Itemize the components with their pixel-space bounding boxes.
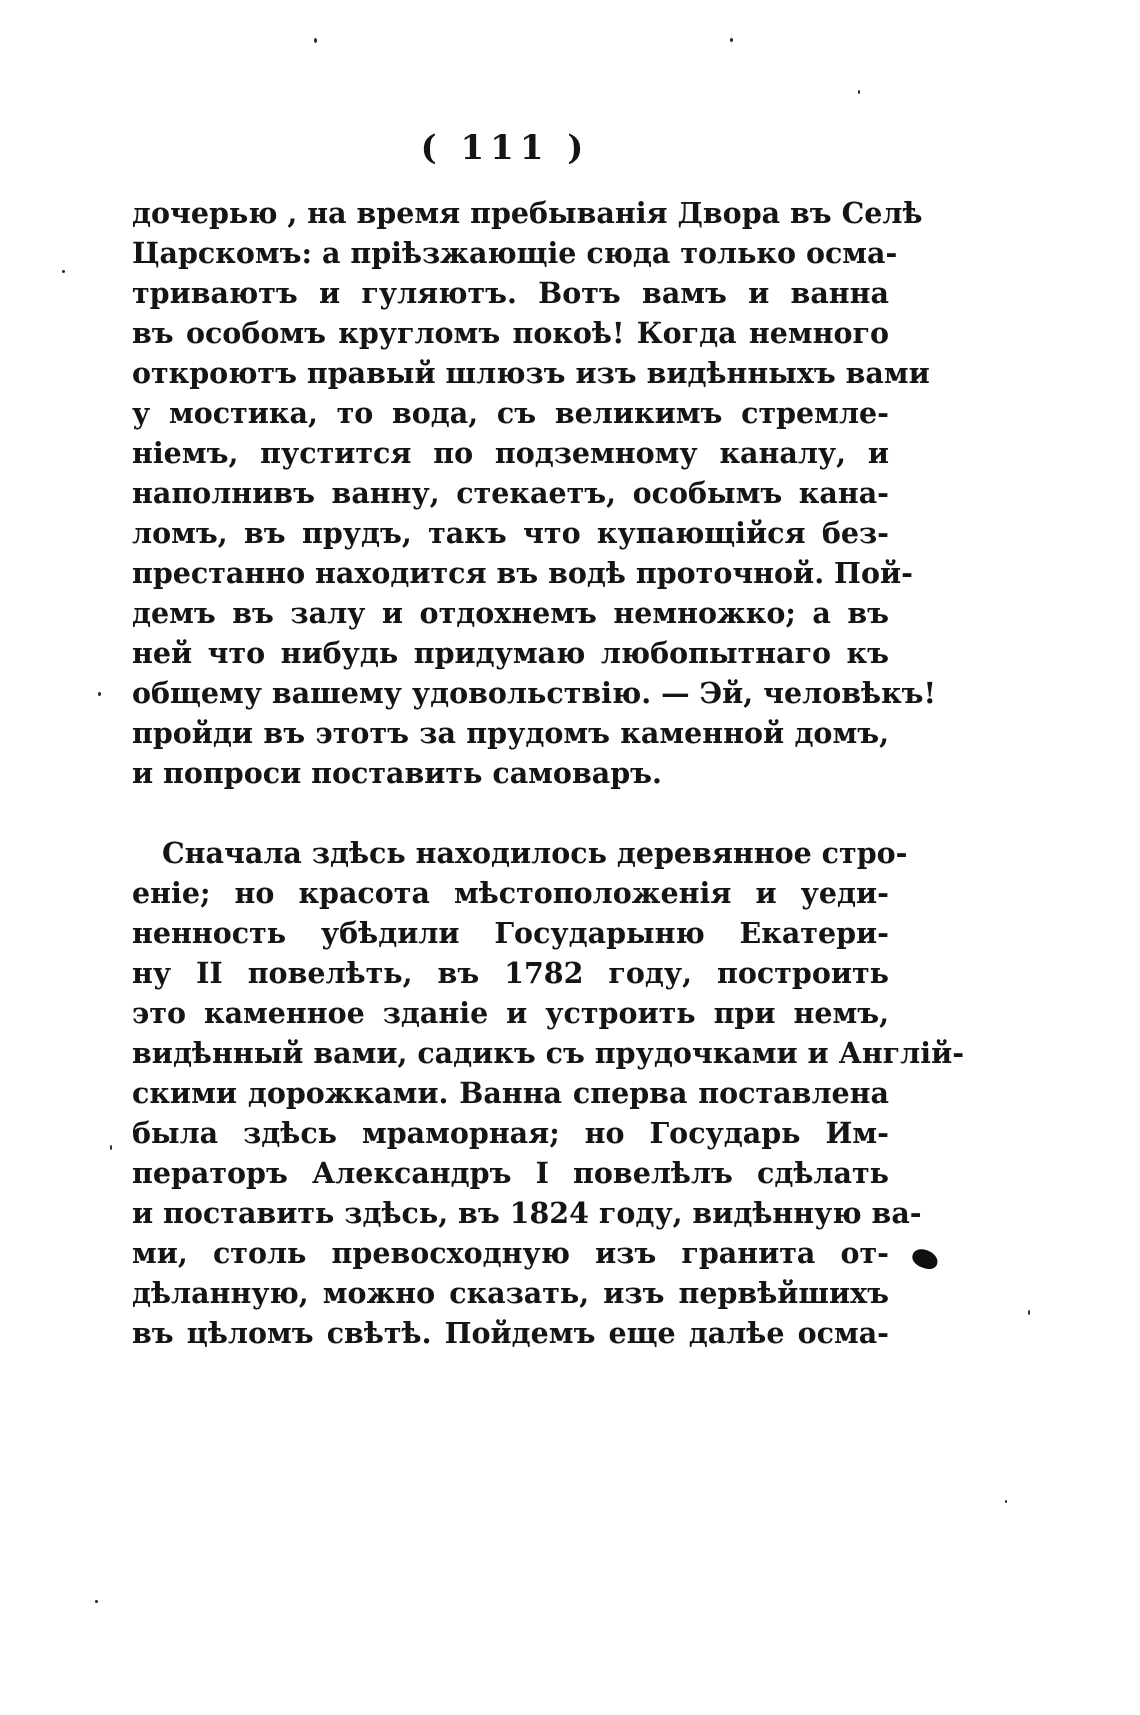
ink-blot (910, 1246, 940, 1271)
text-line: ну II повелѣть, въ 1782 году, построить (132, 956, 889, 990)
text-line: ненность убѣдили Государыню Екатери- (132, 916, 889, 950)
text-line: скими дорожками. Ванна сперва поставлена (132, 1076, 889, 1110)
dust-speck (1028, 1310, 1030, 1315)
text-line: была здѣсь мраморная; но Государь Им- (132, 1116, 889, 1150)
dust-speck (110, 1145, 112, 1150)
text-line: дочерью , на время пребыванія Двора въ Селѣ (132, 196, 923, 230)
text-line: дѣланную, можно сказать, изъ первѣйшихъ (132, 1276, 889, 1310)
text-line: въ особомъ кругломъ покоѣ! Когда немного (132, 316, 889, 350)
text-line: ніемъ, пустится по подземному каналу, и (132, 436, 889, 470)
text-line: ней что нибудь придумаю любопытнаго къ (132, 636, 889, 670)
text-line: наполнивъ ванну, стекаетъ, особымъ кана- (132, 476, 889, 510)
text-line: ломъ, въ прудъ, такъ что купающійся без- (132, 516, 889, 550)
text-line: ми, столь превосходную изъ гранита от- (132, 1236, 889, 1270)
text-line: Сначала здѣсь находилось деревянное стро- (162, 836, 908, 870)
text-line: откроютъ правый шлюзъ изъ видѣнныхъ вами (132, 356, 930, 390)
text-line: пройди въ этотъ за прудомъ каменной домъ, (132, 716, 889, 750)
dust-speck (98, 692, 101, 696)
text-line: престанно находится въ водѣ проточной. Пой- (132, 556, 913, 590)
text-line: въ цѣломъ свѣтѣ. Пойдемъ еще далѣе осма- (132, 1316, 889, 1350)
text-line: общему вашему удовольствію. — Эй, человѣкъ! (132, 676, 937, 710)
text-line: еніе; но красота мѣстоположенія и уеди- (132, 876, 889, 910)
page-number: ( 111 ) (420, 128, 590, 168)
text-line: ператоръ Александръ I повелѣлъ сдѣлать (132, 1156, 889, 1190)
dust-speck (1005, 1500, 1007, 1503)
text-line: и попроси поставить самоваръ. (132, 756, 662, 790)
dust-speck (858, 90, 860, 94)
dust-speck (95, 1600, 98, 1603)
text-line: триваютъ и гуляютъ. Вотъ вамъ и ванна (132, 276, 889, 310)
dust-speck (730, 38, 733, 42)
text-line: Царскомъ: а пріѣзжающіе сюда только осма- (132, 236, 898, 270)
text-line: у мостика, то вода, съ великимъ стремле- (132, 396, 889, 430)
dust-speck (314, 38, 317, 43)
text-line: и поставить здѣсь, въ 1824 году, видѣнную ва- (132, 1196, 922, 1230)
text-line: демъ въ залу и отдохнемъ немножко; а въ (132, 596, 889, 630)
text-line: это каменное зданіе и устроить при немъ, (132, 996, 889, 1030)
dust-speck (62, 270, 65, 273)
text-line: видѣнный вами, садикъ съ прудочками и Англій- (132, 1036, 965, 1070)
